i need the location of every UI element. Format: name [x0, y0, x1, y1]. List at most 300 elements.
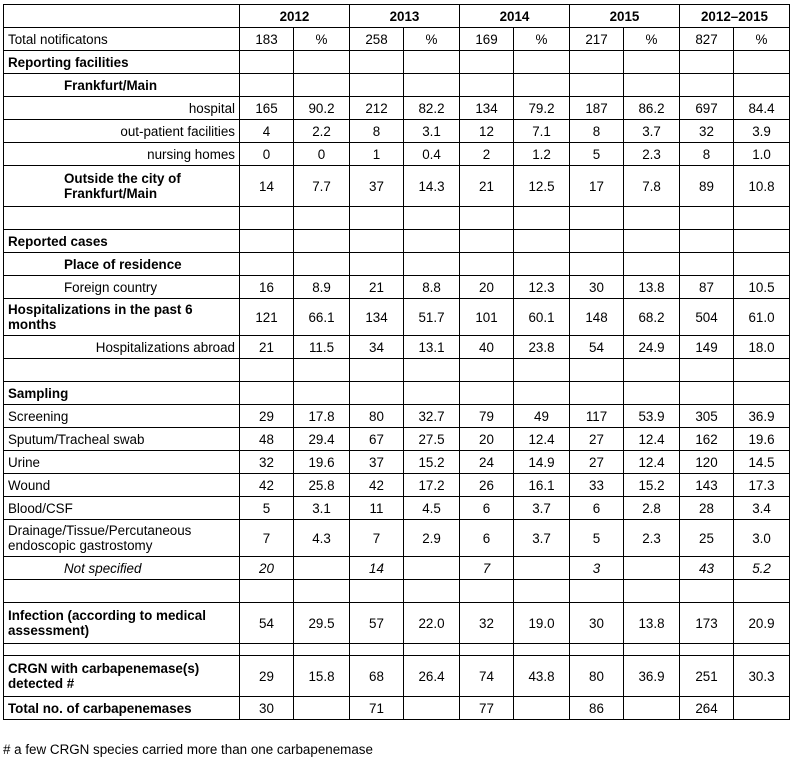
table-cell: 121: [240, 299, 294, 336]
table-cell: [570, 359, 624, 382]
table-cell: 504: [680, 299, 734, 336]
table-cell: 86.2: [624, 97, 680, 120]
table-cell: [680, 230, 734, 253]
table-row: [4, 557, 790, 580]
table-cell: [294, 580, 350, 603]
table-cell: 43: [680, 557, 734, 580]
table-cell: 4.3: [294, 520, 350, 557]
table-cell: 183: [240, 28, 294, 51]
table-cell: 10.5: [734, 276, 790, 299]
table-cell: 101: [460, 299, 514, 336]
table-cell: 148: [570, 299, 624, 336]
table-cell: [294, 51, 350, 74]
table-cell: [514, 74, 570, 97]
table-cell: %: [734, 28, 790, 51]
table-row: [4, 166, 790, 207]
table-cell: 30.3: [734, 656, 790, 697]
table-cell: 6: [460, 520, 514, 557]
table-cell: 258: [350, 28, 404, 51]
table-cell: 25: [680, 520, 734, 557]
data-table: [3, 4, 790, 720]
table-cell: 2: [460, 143, 514, 166]
header-cell-total: 2012–2015: [680, 5, 790, 28]
table-cell: [624, 644, 680, 656]
table-cell: 20: [240, 557, 294, 580]
table-cell: 217: [570, 28, 624, 51]
table-cell: [460, 644, 514, 656]
table-cell: [570, 230, 624, 253]
table-cell: [404, 580, 460, 603]
table-cell: 2.8: [624, 497, 680, 520]
table-cell: 27: [570, 428, 624, 451]
table-cell: 2.2: [294, 120, 350, 143]
table-cell: 3.0: [734, 520, 790, 557]
row-label: Screening: [4, 405, 240, 428]
table-cell: 149: [680, 336, 734, 359]
table-cell: [240, 359, 294, 382]
row-label: Infection (according to medical assessment): [4, 603, 240, 644]
row-label: hospital: [4, 97, 240, 120]
table-cell: 36.9: [734, 405, 790, 428]
table-cell: [624, 557, 680, 580]
table-row: [4, 120, 790, 143]
table-cell: 3.7: [624, 120, 680, 143]
header-cell-2012: 2012: [240, 5, 350, 28]
table-cell: 21: [240, 336, 294, 359]
table-cell: [570, 207, 624, 230]
table-row: [4, 51, 790, 74]
table-row: [4, 428, 790, 451]
table-cell: [734, 382, 790, 405]
table-cell: 27.5: [404, 428, 460, 451]
table-cell: [570, 51, 624, 74]
table-cell: [514, 51, 570, 74]
table-cell: 19.6: [734, 428, 790, 451]
table-cell: 89: [680, 166, 734, 207]
table-row: [4, 97, 790, 120]
table-cell: [514, 253, 570, 276]
table-cell: 29.4: [294, 428, 350, 451]
table-cell: [570, 74, 624, 97]
row-label: nursing homes: [4, 143, 240, 166]
table-cell: 24: [460, 451, 514, 474]
row-label: out-patient facilities: [4, 120, 240, 143]
table-cell: [680, 207, 734, 230]
table-row: [4, 276, 790, 299]
table-cell: 134: [350, 299, 404, 336]
table-cell: [514, 382, 570, 405]
table-row: [4, 451, 790, 474]
header-cell-empty: [4, 5, 240, 28]
table-cell: 1.0: [734, 143, 790, 166]
table-cell: 33: [570, 474, 624, 497]
table-cell: 12: [460, 120, 514, 143]
table-cell: [734, 253, 790, 276]
table-cell: 54: [240, 603, 294, 644]
table-cell: [294, 74, 350, 97]
table-cell: 697: [680, 97, 734, 120]
table-cell: [294, 697, 350, 720]
table-cell: 165: [240, 97, 294, 120]
table-cell: [294, 207, 350, 230]
table-cell: 4.5: [404, 497, 460, 520]
table-cell: [294, 644, 350, 656]
table-cell: [240, 644, 294, 656]
table-cell: 53.9: [624, 405, 680, 428]
row-label: Not specified: [4, 557, 240, 580]
table-cell: 827: [680, 28, 734, 51]
table-cell: 14.3: [404, 166, 460, 207]
table-cell: 32: [680, 120, 734, 143]
table-cell: [734, 644, 790, 656]
table-cell: [514, 580, 570, 603]
table-cell: [460, 382, 514, 405]
table-cell: [294, 230, 350, 253]
table-row: [4, 644, 790, 656]
table-cell: 0.4: [404, 143, 460, 166]
table-cell: [240, 51, 294, 74]
footnote: # a few CRGN species carried more than one carbapenemase: [3, 742, 373, 757]
table-cell: [460, 51, 514, 74]
table-cell: 19.6: [294, 451, 350, 474]
table-row: [4, 474, 790, 497]
table-cell: 0: [294, 143, 350, 166]
table-cell: [680, 580, 734, 603]
table-cell: 20: [460, 276, 514, 299]
table-cell: [514, 557, 570, 580]
row-label: Reporting facilities: [4, 51, 240, 74]
table-cell: 5.2: [734, 557, 790, 580]
table-cell: [734, 74, 790, 97]
table-row: [4, 28, 790, 51]
table-cell: 37: [350, 451, 404, 474]
table-cell: 212: [350, 97, 404, 120]
table-cell: 68: [350, 656, 404, 697]
table-cell: 8: [350, 120, 404, 143]
table-cell: [624, 207, 680, 230]
table-cell: 7.8: [624, 166, 680, 207]
table-cell: 77: [460, 697, 514, 720]
table-cell: 305: [680, 405, 734, 428]
row-label: [4, 580, 240, 603]
table-cell: [570, 253, 624, 276]
table-cell: 49: [514, 405, 570, 428]
table-cell: 173: [680, 603, 734, 644]
table-cell: 42: [350, 474, 404, 497]
table-cell: 117: [570, 405, 624, 428]
table-cell: 8.8: [404, 276, 460, 299]
table-cell: 48: [240, 428, 294, 451]
table-cell: 15.2: [624, 474, 680, 497]
table-cell: [240, 74, 294, 97]
table-cell: [350, 230, 404, 253]
table-cell: [404, 51, 460, 74]
row-label: [4, 644, 240, 656]
table-cell: 79: [460, 405, 514, 428]
table-cell: 4: [240, 120, 294, 143]
table-cell: 19.0: [514, 603, 570, 644]
table-cell: [570, 382, 624, 405]
table-cell: [460, 207, 514, 230]
row-label: Sampling: [4, 382, 240, 405]
row-label: Blood/CSF: [4, 497, 240, 520]
table-row: [4, 253, 790, 276]
table-row: [4, 299, 790, 336]
table-cell: [404, 359, 460, 382]
table-cell: 34: [350, 336, 404, 359]
table-cell: 16: [240, 276, 294, 299]
table-cell: [350, 51, 404, 74]
row-label: Outside the city of Frankfurt/Main: [4, 166, 240, 207]
table-cell: [240, 382, 294, 405]
table-cell: 5: [570, 520, 624, 557]
row-label: [4, 207, 240, 230]
table-cell: 13.1: [404, 336, 460, 359]
table-cell: [350, 644, 404, 656]
row-label: Frankfurt/Main: [4, 74, 240, 97]
table-cell: [240, 253, 294, 276]
table-cell: [680, 382, 734, 405]
table-cell: [624, 230, 680, 253]
table-cell: 67: [350, 428, 404, 451]
table-cell: 23.8: [514, 336, 570, 359]
row-label: Urine: [4, 451, 240, 474]
table-cell: 14: [240, 166, 294, 207]
table-cell: 11: [350, 497, 404, 520]
table-cell: 12.4: [624, 451, 680, 474]
table-cell: %: [404, 28, 460, 51]
table-cell: 1.2: [514, 143, 570, 166]
table-cell: %: [624, 28, 680, 51]
table-cell: 7.7: [294, 166, 350, 207]
table-cell: [514, 644, 570, 656]
table-cell: 6: [460, 497, 514, 520]
table-cell: 3.7: [514, 520, 570, 557]
table-cell: [350, 253, 404, 276]
table-cell: 26.4: [404, 656, 460, 697]
table-cell: [680, 74, 734, 97]
table-cell: 25.8: [294, 474, 350, 497]
table-cell: 169: [460, 28, 514, 51]
table-cell: [624, 580, 680, 603]
table-cell: 17.2: [404, 474, 460, 497]
table-cell: [624, 51, 680, 74]
table-cell: 17.3: [734, 474, 790, 497]
table-cell: 30: [570, 276, 624, 299]
table-cell: 8.9: [294, 276, 350, 299]
table-cell: [734, 359, 790, 382]
table-cell: %: [294, 28, 350, 51]
table-cell: [240, 230, 294, 253]
table-cell: [404, 253, 460, 276]
table-cell: 87: [680, 276, 734, 299]
table-cell: 11.5: [294, 336, 350, 359]
table-row: [4, 580, 790, 603]
table-cell: 66.1: [294, 299, 350, 336]
table-cell: 13.8: [624, 276, 680, 299]
table-row: [4, 230, 790, 253]
table-cell: 143: [680, 474, 734, 497]
table-cell: [514, 230, 570, 253]
table-cell: 2.9: [404, 520, 460, 557]
table-cell: 10.8: [734, 166, 790, 207]
table-cell: 15.2: [404, 451, 460, 474]
table-cell: [240, 207, 294, 230]
table-cell: 20: [460, 428, 514, 451]
table-cell: 21: [460, 166, 514, 207]
row-label: Total notificatons: [4, 28, 240, 51]
table-cell: 7: [240, 520, 294, 557]
table-cell: [404, 382, 460, 405]
table-cell: 21: [350, 276, 404, 299]
table-cell: 12.3: [514, 276, 570, 299]
table-cell: 17.8: [294, 405, 350, 428]
table-cell: 26: [460, 474, 514, 497]
table-cell: 43.8: [514, 656, 570, 697]
table-cell: 24.9: [624, 336, 680, 359]
header-cell-2014: 2014: [460, 5, 570, 28]
table-cell: 17: [570, 166, 624, 207]
table-cell: 36.9: [624, 656, 680, 697]
row-label: Total no. of carbapenemases: [4, 697, 240, 720]
table-cell: 30: [240, 697, 294, 720]
table-cell: 29.5: [294, 603, 350, 644]
table-cell: [514, 359, 570, 382]
table-cell: 32: [240, 451, 294, 474]
table-cell: [734, 207, 790, 230]
table-cell: 90.2: [294, 97, 350, 120]
table-cell: [514, 697, 570, 720]
table-cell: 51.7: [404, 299, 460, 336]
table-cell: 162: [680, 428, 734, 451]
table-cell: 37: [350, 166, 404, 207]
table-cell: 14.9: [514, 451, 570, 474]
table-cell: 5: [570, 143, 624, 166]
table-cell: 80: [570, 656, 624, 697]
table-cell: [404, 230, 460, 253]
table-cell: 7.1: [514, 120, 570, 143]
table-cell: [404, 644, 460, 656]
table-cell: 22.0: [404, 603, 460, 644]
table-cell: 71: [350, 697, 404, 720]
table-cell: 86: [570, 697, 624, 720]
row-label: Hospitalizations abroad: [4, 336, 240, 359]
table-cell: [624, 253, 680, 276]
table-cell: 30: [570, 603, 624, 644]
table-cell: 3.9: [734, 120, 790, 143]
table-cell: 8: [570, 120, 624, 143]
row-label: Drainage/Tissue/Percutaneous endoscopic gastrostomy: [4, 520, 240, 557]
table-cell: 68.2: [624, 299, 680, 336]
table-row: [4, 497, 790, 520]
table-cell: [350, 382, 404, 405]
table-cell: 74: [460, 656, 514, 697]
table-cell: 7: [460, 557, 514, 580]
table-cell: [624, 382, 680, 405]
table-cell: 32.7: [404, 405, 460, 428]
table-row: [4, 405, 790, 428]
table-cell: 6: [570, 497, 624, 520]
table-cell: 120: [680, 451, 734, 474]
table-cell: 13.8: [624, 603, 680, 644]
table-cell: 3.1: [294, 497, 350, 520]
table-cell: [350, 359, 404, 382]
table-cell: [294, 253, 350, 276]
table-row: [4, 74, 790, 97]
row-label: Foreign country: [4, 276, 240, 299]
table-cell: 42: [240, 474, 294, 497]
table-cell: [460, 359, 514, 382]
table-cell: [404, 697, 460, 720]
table-cell: [514, 207, 570, 230]
table-cell: 80: [350, 405, 404, 428]
table-row: [4, 143, 790, 166]
table-cell: [734, 230, 790, 253]
table-cell: 57: [350, 603, 404, 644]
table-cell: 187: [570, 97, 624, 120]
table-cell: 28: [680, 497, 734, 520]
table-cell: [570, 580, 624, 603]
row-label: Place of residence: [4, 253, 240, 276]
table-cell: 3: [570, 557, 624, 580]
table-cell: 3.4: [734, 497, 790, 520]
table-cell: 40: [460, 336, 514, 359]
table-cell: 29: [240, 405, 294, 428]
table-cell: 15.8: [294, 656, 350, 697]
table-cell: [624, 359, 680, 382]
table-cell: [570, 644, 624, 656]
table-cell: [294, 359, 350, 382]
table-cell: [404, 74, 460, 97]
table-cell: 3.1: [404, 120, 460, 143]
table-row: [4, 520, 790, 557]
table-row: [4, 603, 790, 644]
table-cell: 12.4: [514, 428, 570, 451]
table-cell: 84.4: [734, 97, 790, 120]
table-cell: [734, 580, 790, 603]
table-cell: %: [514, 28, 570, 51]
row-label: Reported cases: [4, 230, 240, 253]
table-cell: 61.0: [734, 299, 790, 336]
table-cell: 82.2: [404, 97, 460, 120]
row-label: [4, 359, 240, 382]
table-cell: [460, 74, 514, 97]
table-row: [4, 207, 790, 230]
table-cell: 134: [460, 97, 514, 120]
table-cell: 5: [240, 497, 294, 520]
table-row: [4, 359, 790, 382]
table-cell: 29: [240, 656, 294, 697]
table-cell: [680, 253, 734, 276]
table-cell: 12.4: [624, 428, 680, 451]
table-cell: [404, 207, 460, 230]
table-cell: [350, 580, 404, 603]
table-cell: 14: [350, 557, 404, 580]
table-row: [4, 382, 790, 405]
table-cell: 8: [680, 143, 734, 166]
row-label: CRGN with carbapenemase(s) detected #: [4, 656, 240, 697]
header-cell-2013: 2013: [350, 5, 460, 28]
header-cell-2015: 2015: [570, 5, 680, 28]
table-cell: 0: [240, 143, 294, 166]
row-label: Hospitalizations in the past 6 months: [4, 299, 240, 336]
table-cell: 79.2: [514, 97, 570, 120]
table-cell: [294, 557, 350, 580]
table-cell: [734, 51, 790, 74]
table-cell: [350, 207, 404, 230]
table-cell: 3.7: [514, 497, 570, 520]
table-cell: [460, 230, 514, 253]
